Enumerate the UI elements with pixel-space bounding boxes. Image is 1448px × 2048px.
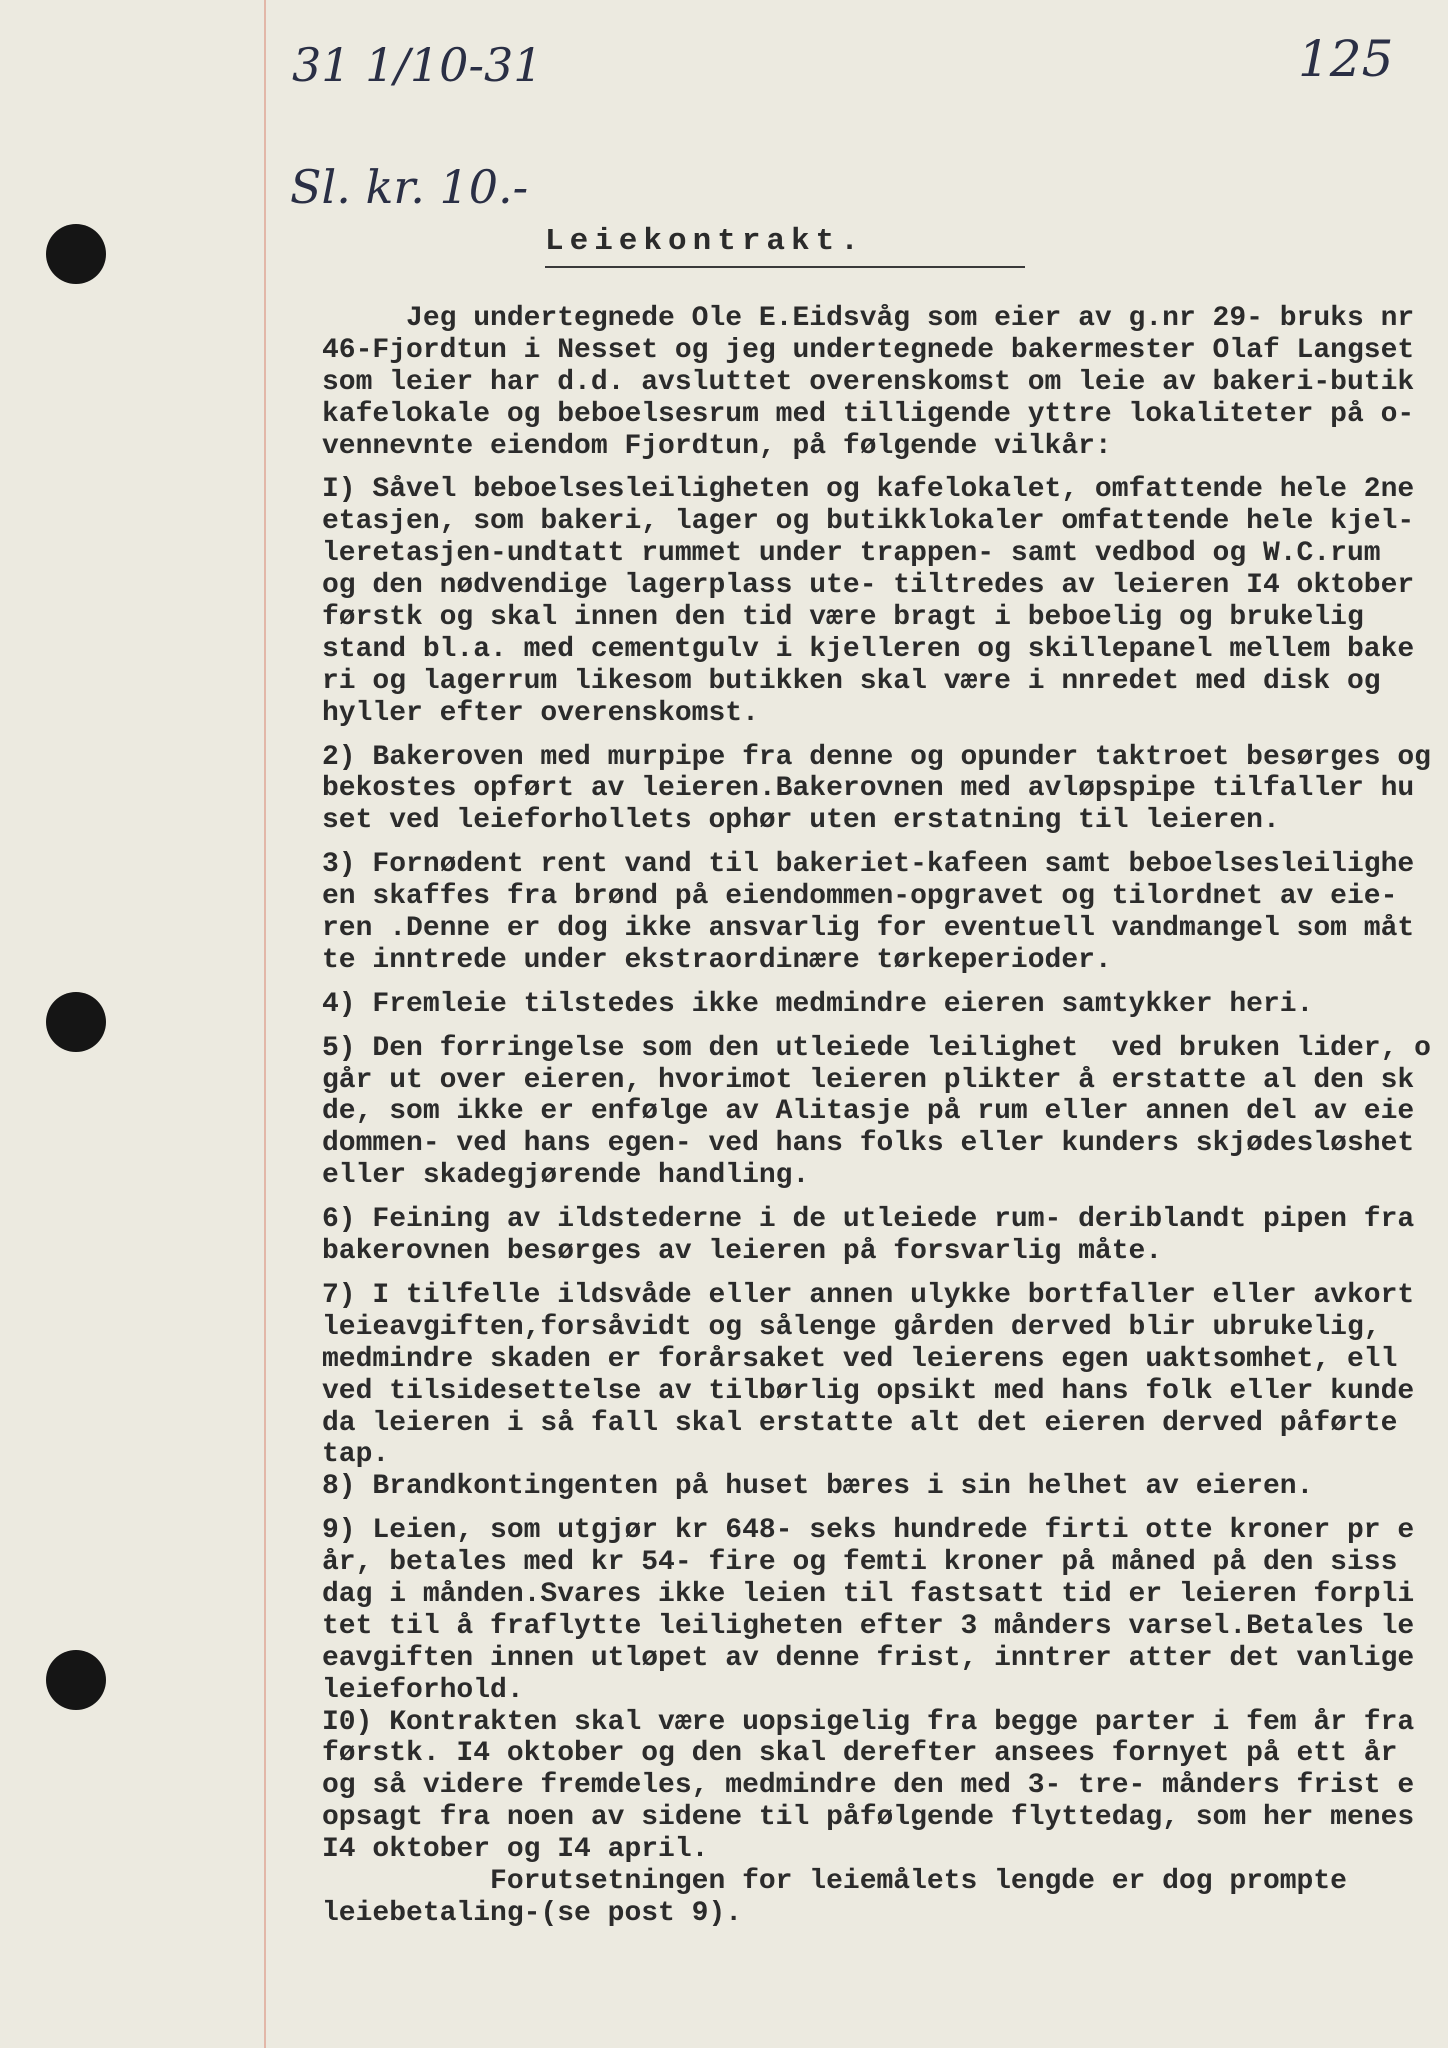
text-line: 3) Fornødent rent vand til bakeriet-kafeen samt beboelsesleilighe — [322, 849, 1415, 881]
paragraph — [322, 1515, 1440, 1706]
paragraph — [322, 1204, 1440, 1268]
text-line: ri og lagerrum likesom butikken skal være i nnredet med disk og — [322, 665, 1381, 697]
title-underline — [545, 266, 1025, 268]
text-line: Jeg undertegnede Ole E.Eidsvåg som eier av g.nr 29- bruks nr — [322, 303, 1415, 334]
text-line: de, som ikke er enfølge av Alitasje på rum eller annen del av eie — [322, 1096, 1415, 1128]
text-line: en skaffes fra brønd på eiendommen-opgravet og tilordnet av eie- — [322, 881, 1398, 913]
text-line: 7) I tilfelle ildsvåde eller annen ulykke bortfaller eller avkort — [322, 1279, 1415, 1311]
punch-hole — [46, 992, 106, 1052]
text-line: førstk og skal innen den tid være bragt i beboelig og brukelig — [322, 602, 1364, 634]
text-line: set ved leieforhollets ophør uten erstatning til leieren. — [322, 805, 1280, 837]
text-line: opsagt fra noen av sidene til påfølgende flyttedag, som her menes — [322, 1802, 1415, 1834]
text-line: 2) Bakeroven med murpipe fra denne og opunder taktroet besørges og — [322, 741, 1431, 773]
text-line: bakerovnen besørges av leieren på forsvarlig måte. — [322, 1236, 1163, 1268]
text-line: medmindre skaden er forårsaket ved leierens egen uaktsomhet, ell — [322, 1343, 1398, 1375]
paragraph — [322, 303, 1440, 462]
text-line: hyller efter overenskomst. — [322, 697, 759, 729]
text-line: te inntrede under ekstraordinære tørkeperioder. — [322, 944, 1112, 976]
text-line: kafelokale og beboelsesrum med tilligende yttre lokaliteter på o- — [322, 398, 1415, 430]
text-line: leieforhold. — [322, 1674, 524, 1706]
paragraph — [322, 1471, 1440, 1503]
text-line: I) Såvel beboelsesleiligheten og kafelokalet, omfattende hele 2ne — [322, 474, 1415, 506]
margin-line — [264, 0, 266, 2048]
text-line: og så videre fremdeles, medmindre den med 3- tre- månders frist e — [322, 1770, 1415, 1802]
text-line: da leieren i så fall skal erstatte alt det eieren derved påførte — [322, 1407, 1398, 1439]
text-line: går ut over eieren, hvorimot leieren plikter å erstatte al den sk — [322, 1064, 1415, 1096]
text-line: I4 oktober og I4 april. — [322, 1834, 709, 1866]
paragraph — [322, 849, 1440, 977]
paragraph — [322, 742, 1440, 838]
text-line: 8) Brandkontingenten på huset bæres i sin helhet av eieren. — [322, 1471, 1314, 1503]
text-line: år, betales med kr 54- fire og femti kroner på måned på den siss — [322, 1547, 1398, 1579]
text-line: vennevnte eiendom Fjordtun, på følgende vilkår: — [322, 430, 1112, 462]
text-line: som leier har d.d. avsluttet overenskomst om leie av bakeri-butik — [322, 366, 1415, 398]
text-line: ren .Denne er dog ikke ansvarlig for eventuell vandmangel som måt — [322, 913, 1415, 945]
text-line: leiebetaling-(se post 9). — [322, 1897, 743, 1929]
contract-body — [322, 303, 1440, 1942]
paragraph — [322, 474, 1440, 729]
text-line: dommen- ved hans egen- ved hans folks eller kunders skjødesløshet — [322, 1128, 1415, 1160]
text-line: tet til å fraflytte leiligheten efter 3 månders varsel.Betales le — [322, 1610, 1415, 1642]
text-line: 5) Den forringelse som den utleiede leilighet ved bruken lider, o — [322, 1032, 1431, 1064]
text-line: Forutsetningen for leiemålets lengde er dog prompte — [322, 1865, 1347, 1897]
handwritten-fee: Sl. kr. 10.- — [290, 160, 529, 214]
paragraph — [322, 1280, 1440, 1471]
paragraph — [322, 1707, 1440, 1930]
punch-hole — [46, 224, 106, 284]
text-line: dag i månden.Svares ikke leien til fastsatt tid er leieren forpli — [322, 1578, 1415, 1610]
text-line: 4) Fremleie tilstedes ikke medmindre eieren samtykker heri. — [322, 988, 1314, 1020]
text-line: og den nødvendige lagerplass ute- tiltredes av leieren I4 oktober — [322, 570, 1415, 602]
text-line: førstk. I4 oktober og den skal derefter ansees fornyet på ett år — [322, 1738, 1398, 1770]
text-line: leretasjen-undtatt rummet under trappen- samt vedbod og W.C.rum — [322, 538, 1381, 570]
handwritten-date: 31 1/10-31 — [292, 38, 543, 92]
text-line: stand bl.a. med cementgulv i kjelleren og skillepanel mellem bake — [322, 633, 1415, 665]
text-line: I0) Kontrakten skal være uopsigelig fra begge parter i fem år fra — [322, 1706, 1415, 1738]
paragraph — [322, 989, 1440, 1021]
document-title: Leiekontrakt. — [545, 224, 865, 259]
text-line: 6) Feining av ildstederne i de utleiede rum- deriblandt pipen fra — [322, 1204, 1415, 1236]
text-line: 46-Fjordtun i Nesset og jeg undertegnede bakermester Olaf Langset — [322, 334, 1415, 366]
handwritten-page-number: 125 — [1298, 30, 1394, 88]
punch-hole — [46, 1650, 106, 1710]
text-line: tap. — [322, 1439, 390, 1471]
paragraph — [322, 1033, 1440, 1192]
text-line: 9) Leien, som utgjør kr 648- seks hundrede firti otte kroner pr e — [322, 1515, 1415, 1547]
text-line: bekostes opført av leieren.Bakerovnen med avløpspipe tilfaller hu — [322, 773, 1415, 805]
text-line: eavgiften innen utløpet av denne frist, inntrer atter det vanlige — [322, 1642, 1415, 1674]
text-line: leieavgiften,forsåvidt og sålenge gården derved blir ubrukelig, — [322, 1311, 1381, 1343]
text-line: ved tilsidesettelse av tilbørlig opsikt med hans folk eller kunde — [322, 1375, 1415, 1407]
text-line: etasjen, som bakeri, lager og butikklokaler omfattende hele kjel- — [322, 506, 1415, 538]
text-line: eller skadegjørende handling. — [322, 1160, 810, 1192]
